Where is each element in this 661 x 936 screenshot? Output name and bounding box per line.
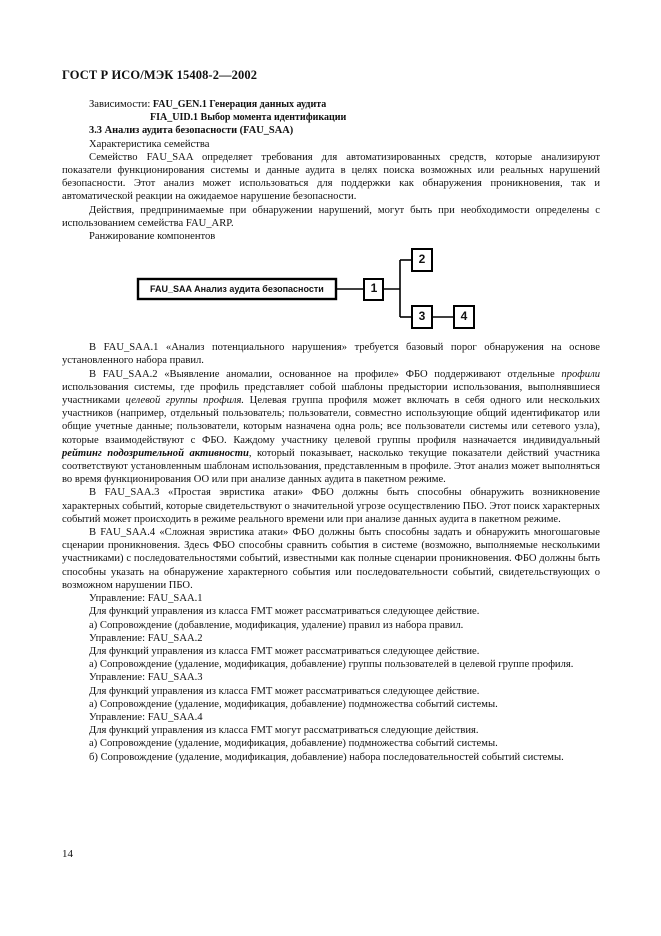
- management-saa4-item-a: а) Сопровождение (удаление, модификация, добавление) подмножества событий системы.: [89, 738, 498, 750]
- saa2-text-d: , который показывает, насколько текущие показатели действий участника соответствуют установленным шаблонам использования, представленным в профиле. Этот анализ может выполняться во время функционирования ОО или при анализе данных аудита в пакетном режиме.: [62, 447, 600, 486]
- box-1-label: 1: [370, 281, 378, 296]
- management-saa2-item-a: а) Сопровождение (удаление, модификация, добавление) группы пользователей в целевой группе профиля.: [89, 659, 574, 671]
- management-saa2-label: Управление: FAU_SAA.2: [89, 632, 203, 644]
- family-label: Характеристика семейства: [89, 138, 210, 150]
- dependencies-line: [62, 98, 600, 111]
- diagram-lines: [62, 243, 600, 341]
- management-saa3-label: Управление: FAU_SAA.3: [89, 672, 203, 684]
- dependency-item-1: FAU_GEN.1 Генерация данных аудита: [152, 99, 327, 110]
- management-saa4-label: Управление: FAU_SAA.4: [89, 711, 203, 723]
- component-saa2-paragraph: [62, 368, 600, 487]
- saa2-emphasis-suspicion-rating: рейтинг подозрительной активности: [62, 447, 249, 459]
- management-saa1-item-a: а) Сопровождение (добавление, модификация, удаление) правил из набора правил.: [89, 619, 464, 631]
- management-saa3-item-a: а) Сопровождение (удаление, модификация, добавление) подмножества событий системы.: [89, 698, 498, 710]
- component-ranking-diagram: [62, 243, 600, 341]
- saa2-text-a: В FAU_SAA.2 «Выявление аномалии, основанное на профиле» ФБО поддерживают отдельные: [89, 368, 562, 380]
- management-saa1-intro: Для функций управления из класса FMT может рассматриваться следующее действие.: [89, 606, 480, 618]
- management-saa3-intro: Для функций управления из класса FMT может рассматриваться следующее действие.: [89, 685, 480, 697]
- box-3-label: 3: [418, 309, 426, 324]
- ranking-label: Ранжирование компонентов: [89, 231, 216, 243]
- document-header: ГОСТ Р ИСО/МЭК 15408-2—2002: [62, 68, 258, 82]
- management-saa2-intro: Для функций управления из класса FMT может рассматриваться следующее действие.: [89, 645, 480, 657]
- component-saa4-paragraph: В FAU_SAA.4 «Сложная эвристика атаки» ФБО должны быть способны задать и обнаружить многошаговые сценарии проникновения. Здесь ФБО способны сравнить события в системе (возможно, выполняемые несколькими участниками) с последовательностями событий, известными как полные сценарии проникновения. ФБО должны быть способны указать на обнаружение характерного события или последовательности событий, свидетельствующих о возможном нарушении ПБО.: [62, 527, 600, 591]
- management-saa4-intro: Для функций управления из класса FMT могут рассматриваться следующие действия.: [89, 725, 479, 737]
- section-title: 3.3 Анализ аудита безопасности (FAU_SAA): [89, 125, 294, 137]
- management-saa1-label: Управление: FAU_SAA.1: [89, 593, 203, 605]
- saa2-text-c: Целевая группа профиля может включать в себя одного или нескольких участников (например, отдельный пользователь; пользователи, совместно использующие общий идентификатор или общие учетные данные; пользователи, которым назначена одна роль; все пользователи системы или сетевого узла), которые взаимодействуют с ФБО. Каждому участнику целевой группы профиля назначается индивидуальный: [62, 395, 600, 446]
- dependencies-label: Зависимости:: [89, 99, 151, 110]
- component-saa3-paragraph: В FAU_SAA.3 «Простая эвристика атаки» ФБО должны быть способны обнаружить возникновение характерных событий, которые свидетельствуют о значительной угрозе осуществлению ПБО. Этот поиск характерных событий может происходить в режиме реального времени или при анализе данных аудита в пакетном режиме.: [62, 487, 600, 525]
- saa2-text-b: использования системы, где профиль представляет собой шаблоны предыстории использования, выполнявшиеся участниками: [62, 381, 600, 407]
- page-number: 14: [62, 848, 73, 860]
- document-body: [62, 98, 600, 764]
- box-4-label: 4: [460, 309, 468, 324]
- family-paragraph-1: Семейство FAU_SAA определяет требования для автоматизированных средств, которые анализируют показатели функционирования системы и данные аудита в целях поиска возможных или реальных нарушений безопасности. Этот анализ может использоваться для поддержки как обнаружения проникновения, так и автоматической реакции на ожидаемое нарушение безопасности.: [62, 151, 600, 203]
- family-box-label: FAU_SAA Анализ аудита безопасности: [150, 284, 324, 295]
- management-saa4-item-b: б) Сопровождение (удаление, модификация, добавление) набора последовательностей событий системы.: [89, 751, 564, 763]
- box-2-label: 2: [418, 252, 426, 267]
- saa2-emphasis-target-group: целевой группы профиля.: [125, 395, 245, 407]
- family-paragraph-2: Действия, предпринимаемые при обнаружении нарушений, могут быть при необходимости определены с использованием семейства FAU_ARP.: [62, 204, 600, 229]
- dependency-item-2: FIA_UID.1 Выбор момента идентификации: [150, 112, 347, 124]
- saa2-emphasis-profiles: профили: [561, 368, 600, 380]
- component-saa1-paragraph: В FAU_SAA.1 «Анализ потенциального нарушения» требуется базовый порог обнаружения на основе установленного набора правил.: [62, 342, 600, 367]
